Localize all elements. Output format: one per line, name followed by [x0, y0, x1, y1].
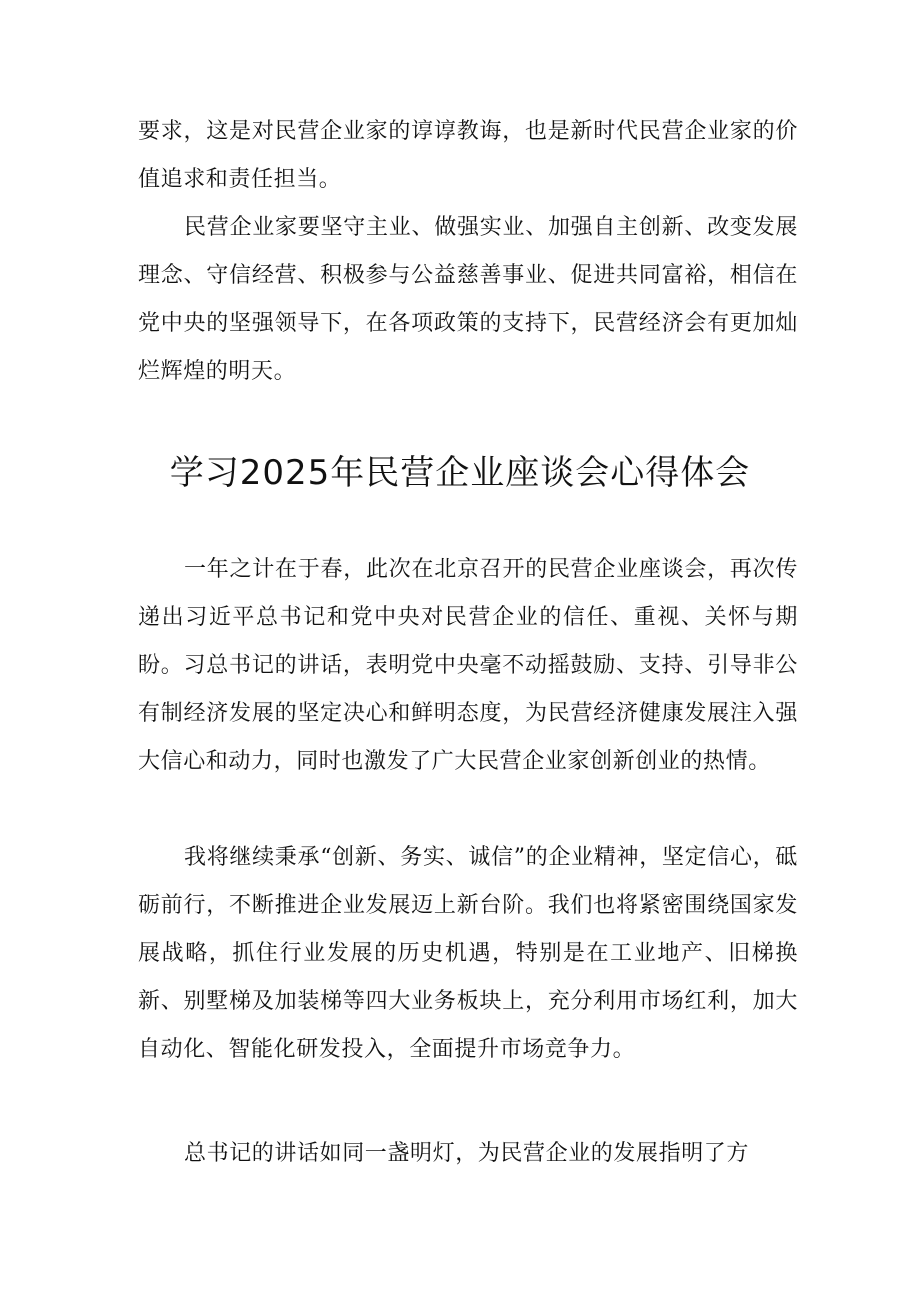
paragraph-symposium: 一年之计在于春，此次在北京召开的民营企业座谈会，再次传递出习近平总书记和党中央对民营企业的信任、重视、关怀与期盼。习总书记的讲话，表明党中央毫不动摇鼓励、支持、引导非公有制经济发展的坚定决心和鲜明态度，为民营经济健康发展注入强大信心和动力，同时也激发了广大民营企业家创新创业的热情。 — [138, 557, 798, 774]
paragraph-speech: 总书记的讲话如同一盏明灯，为民营企业的发展指明了方 — [184, 1141, 750, 1166]
paragraph-continued: 要求，这是对民营企业家的谆谆教诲，也是新时代民营企业家的价值追求和责任担当。 — [138, 119, 798, 192]
paragraph-entrepreneurs: 民营企业家要坚守主业、做强实业、加强自主创新、改变发展理念、守信经营、积极参与公益慈善事业、促进共同富裕，相信在党中央的坚强领导下，在各项政策的支持下，民营经济会有更加灿烂辉煌的明天。 — [138, 215, 798, 384]
paragraph-enterprise-spirit: 我将继续秉承“创新、务实、诚信”的企业精神，坚定信心，砥砺前行，不断推进企业发展迈上新台阶。我们也将紧密围绕国家发展战略，抓住行业发展的历史机遇，特别是在工业地产、旧梯换新、别墅梯及加装梯等四大业务板块上，充分利用市场红利，加大自动化、智能化研发投入，全面提升市场竞争力。 — [138, 845, 798, 1062]
article-title: 学习2025年民营企业座谈会心得体会 — [169, 453, 751, 493]
